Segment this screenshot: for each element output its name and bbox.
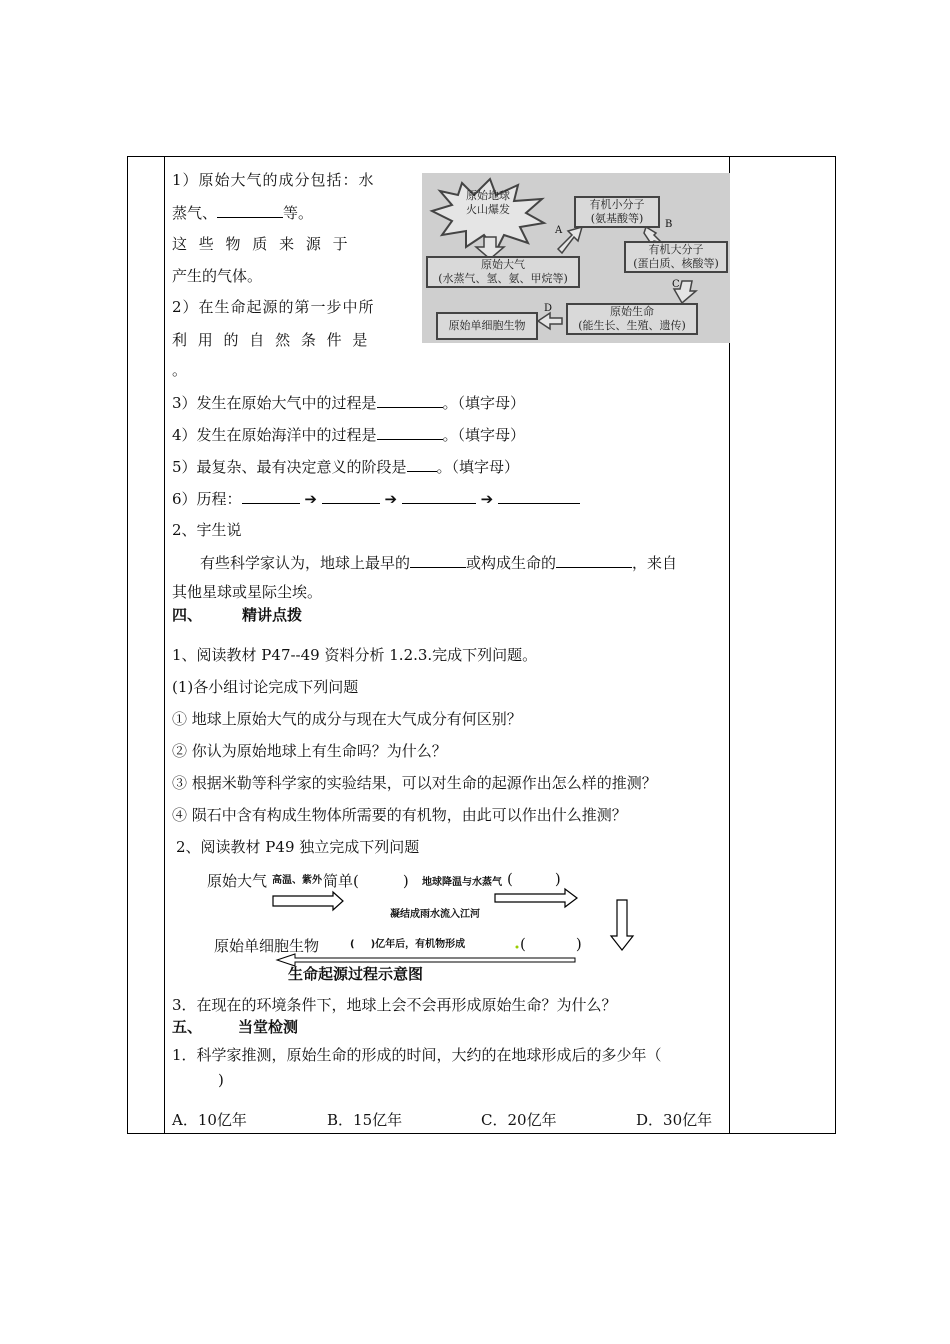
q6 xyxy=(172,488,580,509)
section5-option-a: A．10亿年 xyxy=(172,1111,247,1129)
q1-line1: 1）原始大气的成分包括：水 xyxy=(172,171,375,189)
section5-option-c: C．20亿年 xyxy=(481,1111,557,1129)
q2-line3: 。 xyxy=(172,361,188,379)
q3-text: 3）发生在原始大气中的过程是 xyxy=(172,394,377,412)
q5-text: 5）最复杂、最有决定意义的阶段是 xyxy=(172,458,407,476)
panspermia-text-b: 或构成生命的 xyxy=(466,554,557,572)
q4-blank xyxy=(377,424,443,440)
q4-text: 4）发生在原始海洋中的过程是 xyxy=(172,426,377,444)
diagram-cond4-text: )亿年后，有机物形成 xyxy=(370,939,466,950)
q5-suffix: 。（填字母） xyxy=(436,458,520,476)
panspermia-blank-2 xyxy=(556,552,632,568)
diagram-paren3-close: ) xyxy=(575,935,582,953)
figure-single-cell-box: 原始单细胞生物 xyxy=(436,312,538,340)
diagram-paren1-open: ( xyxy=(507,870,513,888)
q6-blank-2 xyxy=(322,488,380,504)
diagram-arrow-2 xyxy=(495,889,577,907)
figure-label-b: B xyxy=(665,219,673,230)
q2-line2: 利 用 的 自 然 条 件 是 xyxy=(172,331,368,349)
figure-label-c: C xyxy=(672,279,680,290)
section4-question-c: ③ 根据米勒等科学家的实验结果，可以对生命的起源作出怎么样的推测？ xyxy=(172,774,657,792)
section4-item1-sub: (1)各小组讨论完成下列问题 xyxy=(172,678,359,696)
arrow-d xyxy=(538,313,562,329)
section5-heading xyxy=(172,1017,298,1037)
q6-blank-4 xyxy=(498,488,580,504)
q6-arrow-2: ➔ xyxy=(384,490,398,508)
panspermia-heading: 2、宇生说 xyxy=(172,521,242,539)
q3-blank xyxy=(377,392,443,408)
diagram-simple xyxy=(323,870,409,891)
diagram-cond1: 高温、紫外 xyxy=(272,875,322,886)
section4-item1: 1、阅读教材 P47--49 资料分析 1.2.3.完成下列问题。 xyxy=(172,646,538,664)
q5-blank xyxy=(407,456,437,472)
q5 xyxy=(172,456,519,477)
section5-option-b: B．15亿年 xyxy=(327,1111,403,1129)
diagram-simple-label: 简单( xyxy=(323,872,359,890)
section5-option-d: D．30亿年 xyxy=(636,1111,713,1129)
diagram-cond4 xyxy=(350,935,465,950)
figure-label-a: A xyxy=(555,225,563,236)
section4-question-d: ④ 陨石中含有构成生物体所需要的有机物，由此可以作出什么推测？ xyxy=(172,806,627,824)
section4-item2: 2、阅读教材 P49 独立完成下列问题 xyxy=(176,838,420,856)
section5-q1-line1: 1．科学家推测，原始生命的形成的时间，大约的在地球形成后的多少年（ xyxy=(172,1046,662,1064)
q1-line2-a: 蒸气、 xyxy=(172,204,218,222)
diagram-cond3: 凝结成雨水流入江河 xyxy=(390,909,480,920)
section4-title: 精讲点拨 xyxy=(242,606,303,624)
q3-suffix: 。（填字母） xyxy=(442,394,526,412)
q6-blank-3 xyxy=(402,488,476,504)
panspermia-line2: 其他星球或星际尘埃。 xyxy=(172,583,323,601)
q6-arrow-1: ➔ xyxy=(304,490,317,508)
section5-q1-line2: ) xyxy=(218,1071,224,1089)
diagram-paren1-close: ) xyxy=(554,870,561,888)
q1-blank-1 xyxy=(217,202,283,218)
q4 xyxy=(172,424,525,445)
figure-label-d: D xyxy=(544,303,553,314)
diagram-end: 原始单细胞生物 xyxy=(214,937,320,955)
q2-line1: 2）在生命起源的第一步中所 xyxy=(172,298,375,316)
diagram-paren1 xyxy=(507,870,561,888)
q6-arrow-3: ➔ xyxy=(480,490,494,508)
diagram-cond4-open: ( xyxy=(350,939,355,950)
section4-heading xyxy=(172,605,302,625)
diagram-caption: 生命起源过程示意图 xyxy=(288,965,424,983)
q4-suffix: 。（填字母） xyxy=(442,426,526,444)
section4-question-b: ② 你认为原始地球上有生命吗？为什么？ xyxy=(172,742,447,760)
diagram-paren3 xyxy=(520,935,582,953)
q6-label: 6）历程： xyxy=(172,490,242,508)
origin-of-life-figure xyxy=(422,173,730,343)
table-right-border xyxy=(835,156,836,1134)
q1-line3: 这 些 物 质 来 源 于 xyxy=(172,235,348,253)
diagram-arrow-1 xyxy=(273,892,343,910)
section5-num: 五、 xyxy=(172,1018,203,1036)
figure-large-molecules-box: 有机大分子 (蛋白质、核酸等) xyxy=(624,241,728,273)
section5-title: 当堂检测 xyxy=(238,1018,299,1036)
section4-num: 四、 xyxy=(172,606,203,624)
q1-line2-b: 等。 xyxy=(283,204,314,222)
figure-primitive-life-box: 原始生命 (能生长、生殖、遗传) xyxy=(566,303,698,335)
diagram-dot xyxy=(516,946,519,949)
diagram-cond2: 地球降温与水蒸气 xyxy=(422,877,502,888)
q1-line2 xyxy=(172,202,313,223)
section4-question-a: ① 地球上原始大气的成分与现在大气成分有何区别？ xyxy=(172,710,522,728)
diagram-paren3-open: ( xyxy=(520,935,526,953)
q1-line4: 产生的气体。 xyxy=(172,267,263,285)
panspermia-text-c: ，来自 xyxy=(632,554,678,572)
figure-atmosphere-box: 原始大气 (水蒸气、氢、氨、甲烷等) xyxy=(426,256,580,288)
figure-small-molecules-box: 有机小分子 (氨基酸等) xyxy=(574,196,660,228)
diagram-arrow-down xyxy=(611,900,633,950)
panspermia-text-a: 有些科学家认为，地球上最早的 xyxy=(200,554,411,572)
diagram-start: 原始大气 xyxy=(207,872,268,890)
figure-burst-label: 原始地球 火山爆发 xyxy=(466,189,510,216)
item3: 3．在现在的环境条件下，地球上会不会再形成原始生命？为什么？ xyxy=(172,996,617,1014)
q3 xyxy=(172,392,525,413)
diagram-simple-close: ) xyxy=(402,872,409,890)
table-col-divider-1 xyxy=(164,156,165,1134)
q6-blank-1 xyxy=(242,488,300,504)
panspermia-line1 xyxy=(200,552,677,573)
table-left-border xyxy=(127,156,128,1134)
panspermia-blank-1 xyxy=(410,552,466,568)
